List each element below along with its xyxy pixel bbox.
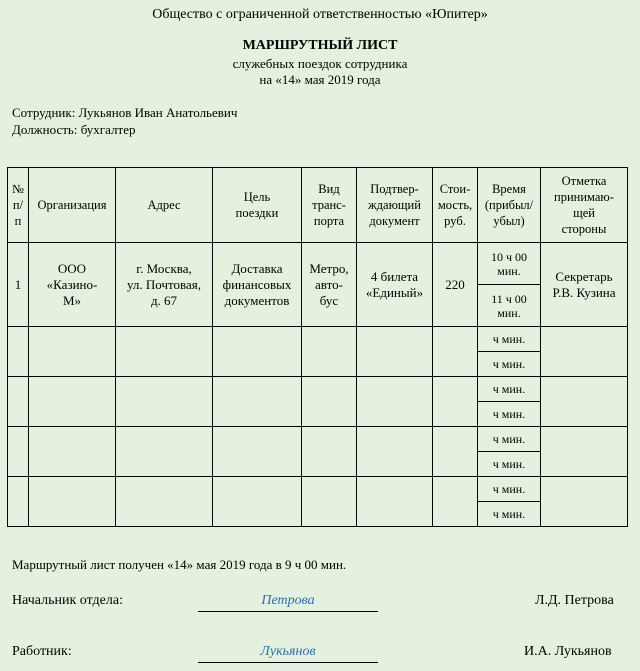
document-subtitle: служебных поездок сотрудника: [232, 56, 408, 71]
time-arrived: 10 ч 00 мин.: [490, 249, 528, 278]
time-placeholder: ч мин.: [478, 327, 541, 352]
empty-cell: [541, 327, 628, 377]
table-row: [8, 243, 628, 327]
time-placeholder: ч мин.: [478, 502, 541, 527]
cell-time: [478, 243, 541, 327]
empty-cell: [541, 377, 628, 427]
empty-cell: [29, 327, 116, 377]
worker-name: И.А. Лукьянов: [524, 644, 612, 659]
document-title: МАРШРУТНЫЙ ЛИСТ: [242, 38, 398, 53]
empty-cell: [357, 377, 433, 427]
empty-cell: [541, 427, 628, 477]
empty-cell: [357, 427, 433, 477]
empty-cell: [8, 327, 29, 377]
empty-cell: [357, 477, 433, 527]
cell-num: 1: [8, 243, 29, 327]
organization-name: Общество с ограниченной ответственностью «Юпитер»: [152, 7, 488, 22]
empty-cell: [213, 377, 302, 427]
header-num: № п/ п: [8, 168, 29, 243]
cell-cost: 220: [433, 243, 478, 327]
cell-transport: Метро, авто- бус: [302, 243, 357, 327]
chief-signature: Петрова: [198, 593, 378, 612]
empty-cell: [213, 477, 302, 527]
empty-cell: [8, 427, 29, 477]
empty-cell: [302, 327, 357, 377]
empty-cell: [116, 377, 213, 427]
received-statement: Маршрутный лист получен «14» мая 2019 года в 9 ч 00 мин.: [12, 557, 347, 572]
worker-signature: Лукьянов: [198, 644, 378, 663]
header-time: Время (прибыл/ убыл): [478, 168, 541, 243]
time-departed: 11 ч 00 мин.: [478, 284, 540, 326]
empty-cell: [116, 477, 213, 527]
cell-document: 4 билета «Единый»: [357, 243, 433, 327]
empty-cell: [29, 477, 116, 527]
table-row: [8, 377, 628, 402]
time-placeholder: ч мин.: [478, 477, 541, 502]
employee-position: Должность: бухгалтер: [12, 122, 136, 137]
header-transport: Вид транс- порта: [302, 168, 357, 243]
time-placeholder: ч мин.: [478, 352, 541, 377]
header-cost: Стои- мость, руб.: [433, 168, 478, 243]
header-document: Подтвер- ждающий документ: [357, 168, 433, 243]
worker-label: Работник:: [12, 644, 72, 659]
time-placeholder: ч мин.: [478, 377, 541, 402]
employee-name: Сотрудник: Лукьянов Иван Анатольевич: [12, 105, 238, 120]
empty-cell: [302, 427, 357, 477]
empty-cell: [433, 327, 478, 377]
empty-cell: [29, 427, 116, 477]
empty-cell: [8, 377, 29, 427]
empty-cell: [357, 327, 433, 377]
table-row: [8, 327, 628, 352]
empty-cell: [433, 377, 478, 427]
header-purpose: Цель поездки: [213, 168, 302, 243]
empty-cell: [29, 377, 116, 427]
empty-cell: [213, 327, 302, 377]
cell-address: г. Москва, ул. Почтовая, д. 67: [116, 243, 213, 327]
empty-cell: [433, 427, 478, 477]
header-address: Адрес: [116, 168, 213, 243]
empty-cell: [116, 327, 213, 377]
header-mark: Отметка принимаю- щей стороны: [541, 168, 628, 243]
chief-name: Л.Д. Петрова: [535, 593, 614, 608]
empty-cell: [302, 377, 357, 427]
table-row: [8, 477, 628, 502]
time-placeholder: ч мин.: [478, 402, 541, 427]
table-header-row: [8, 168, 628, 243]
empty-cell: [8, 477, 29, 527]
header-organization: Организация: [29, 168, 116, 243]
empty-cell: [213, 427, 302, 477]
route-table: [7, 167, 628, 527]
time-placeholder: ч мин.: [478, 427, 541, 452]
time-placeholder: ч мин.: [478, 452, 541, 477]
empty-cell: [433, 477, 478, 527]
chief-label: Начальник отдела:: [12, 593, 123, 608]
empty-cell: [541, 477, 628, 527]
empty-cell: [116, 427, 213, 477]
cell-mark: Секретарь Р.В. Кузина: [541, 243, 628, 327]
cell-purpose: Доставка финансовых документов: [213, 243, 302, 327]
cell-organization: ООО «Казино- М»: [29, 243, 116, 327]
table-row: [8, 427, 628, 452]
document-date: на «14» мая 2019 года: [259, 72, 381, 87]
empty-cell: [302, 477, 357, 527]
